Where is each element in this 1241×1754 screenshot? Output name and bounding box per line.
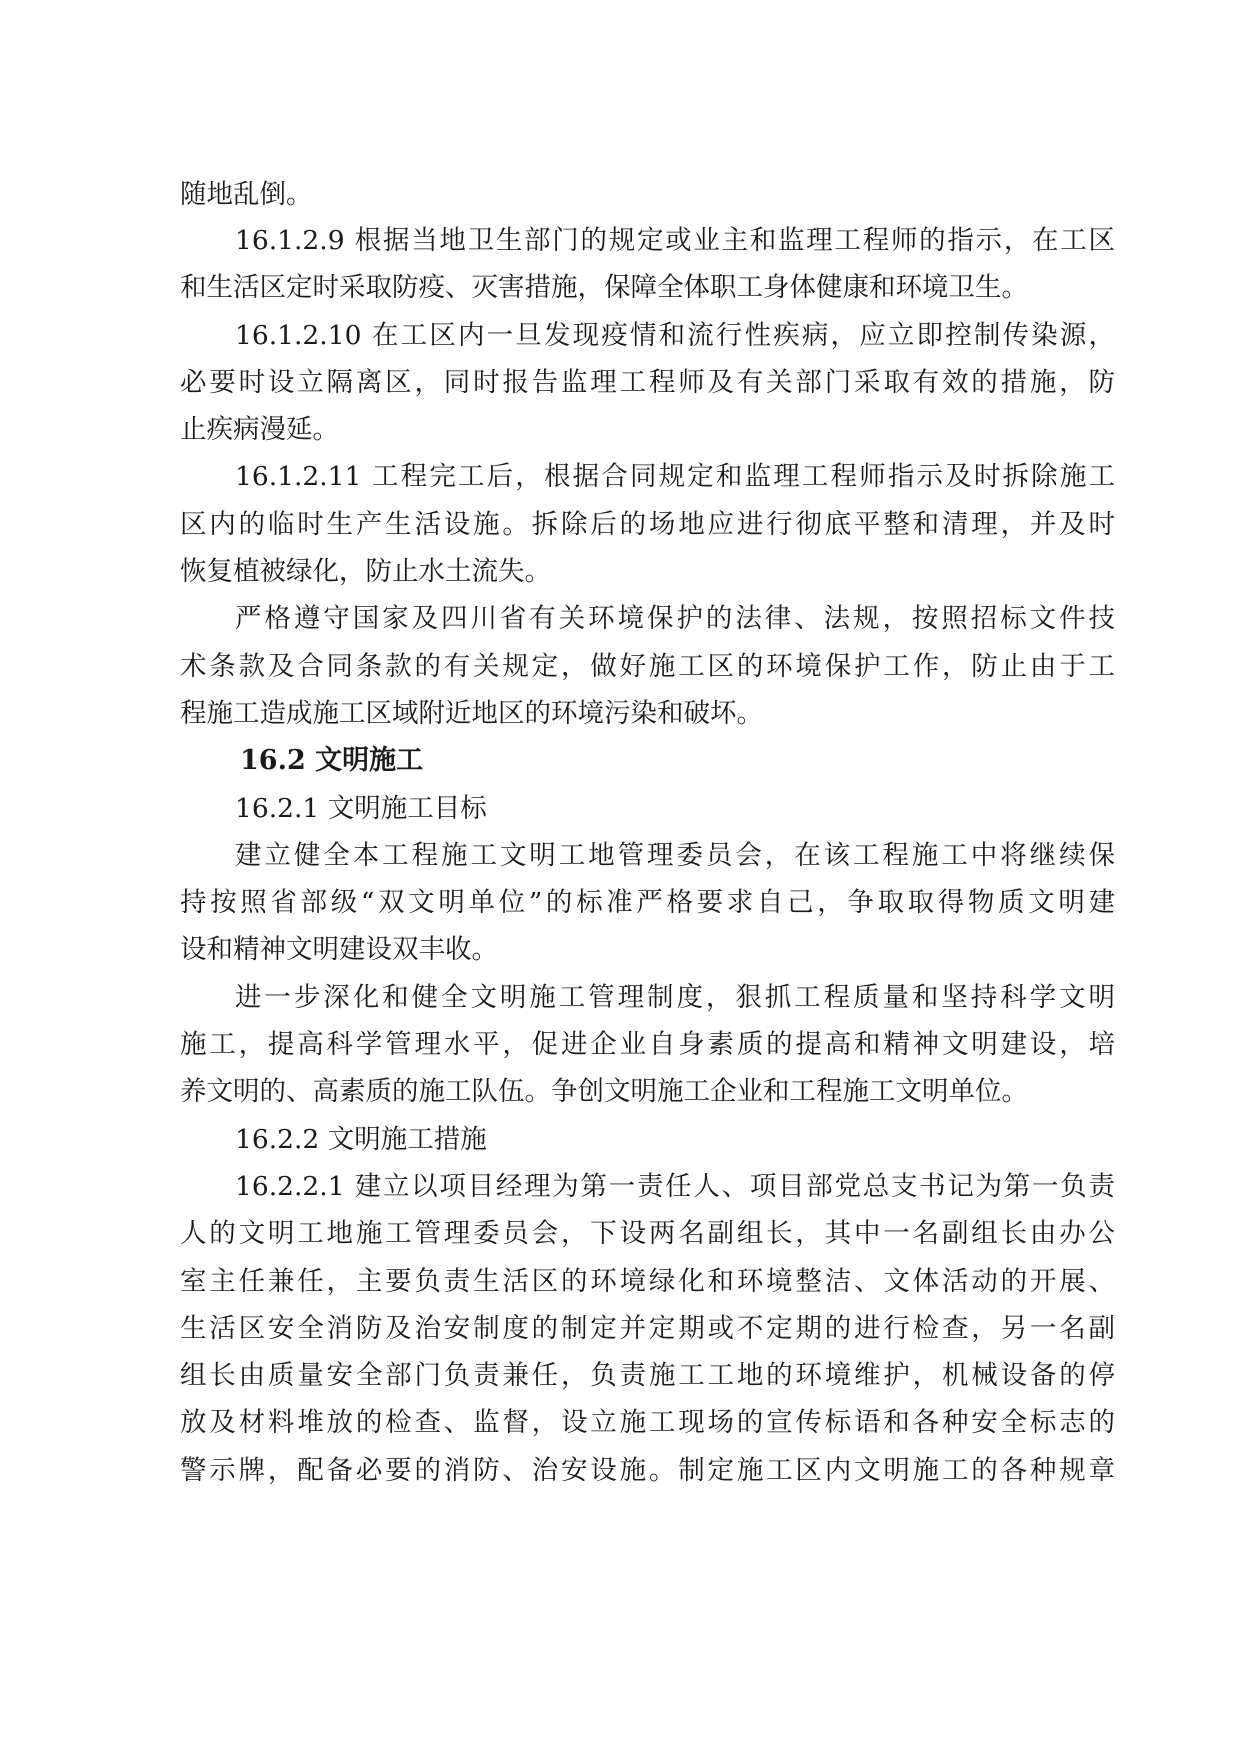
text-line: 设和精神文明建设双丰收。 xyxy=(180,934,498,965)
text-line: 施工，提高科学管理水平，促进企业自身素质的提高和精神文明建设，培 xyxy=(180,1029,1115,1060)
section-heading-16-2: 16.2 文明施工 xyxy=(240,745,424,776)
text-line: 随地乱倒。 xyxy=(180,179,313,210)
subsection-heading-16-2-2: 16.2.2 文明施工措施 xyxy=(235,1124,487,1155)
text-line: 生活区安全消防及治安制度的制定并定期或不定期的进行检查，另一名副 xyxy=(180,1313,1115,1344)
text-line: 养文明的、高素质的施工队伍。争创文明施工企业和工程施工文明单位。 xyxy=(180,1076,1028,1107)
text-line: 持按照省部级“双文明单位”的标准严格要求自己，争取取得物质文明建 xyxy=(180,887,1115,918)
text-line: 人的文明工地施工管理委员会，下设两名副组长，其中一名副组长由办公 xyxy=(180,1218,1115,1249)
paragraph-16-1-2-9-line: 16.1.2.9 根据当地卫生部门的规定或业主和监理工程师的指示，在工区 xyxy=(235,225,1115,256)
paragraph-16-1-2-10-line: 16.1.2.10 在工区内一旦发现疫情和流行性疾病，应立即控制传染源， xyxy=(235,320,1115,351)
paragraph-env-protection-line: 严格遵守国家及四川省有关环境保护的法律、法规，按照招标文件技 xyxy=(235,603,1115,634)
text-line: 区内的临时生产生活设施。拆除后的场地应进行彻底平整和清理，并及时 xyxy=(180,509,1115,540)
text-line: 组长由质量安全部门负责兼任，负责施工工地的环境维护，机械设备的停 xyxy=(180,1360,1115,1391)
text-line: 室主任兼任，主要负责生活区的环境绿化和环境整洁、文体活动的开展、 xyxy=(180,1266,1115,1297)
text-line: 程施工造成施工区域附近地区的环境污染和破坏。 xyxy=(180,698,763,729)
subsection-heading-16-2-1: 16.2.1 文明施工目标 xyxy=(235,793,487,824)
paragraph-goal-line: 建立健全本工程施工文明工地管理委员会，在该工程施工中将继续保 xyxy=(235,840,1115,871)
text-line: 术条款及合同条款的有关规定，做好施工区的环境保护工作，防止由于工 xyxy=(180,651,1115,682)
text-line: 和生活区定时采取防疫、灭害措施，保障全体职工身体健康和环境卫生。 xyxy=(180,272,1028,303)
text-line: 警示牌，配备必要的消防、治安设施。制定施工区内文明施工的各种规章 xyxy=(180,1455,1115,1486)
text-line: 放及材料堆放的检查、监督，设立施工现场的宣传标语和各种安全标志的 xyxy=(180,1407,1115,1438)
paragraph-deepen-line: 进一步深化和健全文明施工管理制度，狠抓工程质量和坚持科学文明 xyxy=(235,982,1115,1013)
text-line: 恢复植被绿化，防止水土流失。 xyxy=(180,556,551,587)
text-line: 必要时设立隔离区，同时报告监理工程师及有关部门采取有效的措施，防 xyxy=(180,367,1115,398)
text-line: 止疾病漫延。 xyxy=(180,414,339,445)
paragraph-16-2-2-1-line: 16.2.2.1 建立以项目经理为第一责任人、项目部党总支书记为第一负责 xyxy=(235,1171,1115,1202)
paragraph-16-1-2-11-line: 16.1.2.11 工程完工后，根据合同规定和监理工程师指示及时拆除施工 xyxy=(235,461,1115,492)
